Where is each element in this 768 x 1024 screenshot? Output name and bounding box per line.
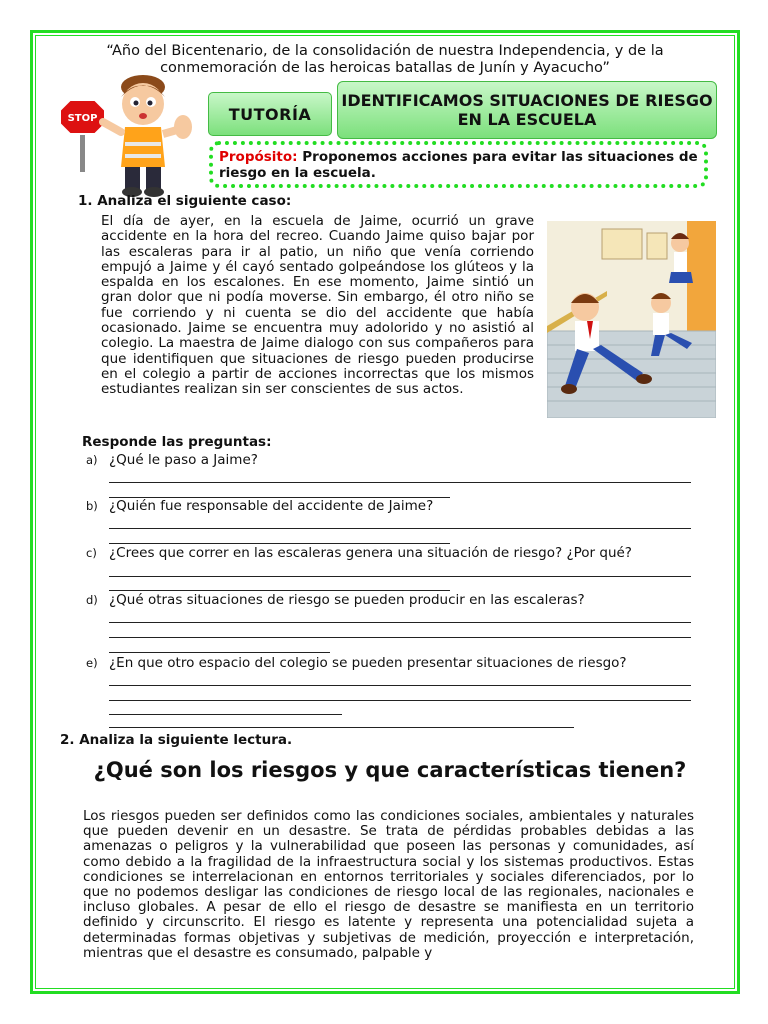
question-letter: a) [86,453,98,467]
reading-title: ¿Qué son los riesgos y que características tienen? [93,758,687,782]
question-e [86,655,627,671]
question-text: ¿Qué otras situaciones de riesgo se pueden producir en las escaleras? [109,592,585,608]
question-text: ¿Qué le paso a Jaime? [109,452,258,468]
answer-line[interactable] [109,576,691,577]
stop-sign-text: STOP [67,113,98,124]
question-text: ¿En que otro espacio del colegio se pueden presentar situaciones de riesgo? [109,655,627,671]
purpose-box [209,141,708,188]
question-letter: b) [86,499,98,513]
question-d [86,592,585,608]
section1-heading: 1. Analiza el siguiente caso: [78,193,292,209]
reading-text: Los riesgos pueden ser definidos como las condiciones sociales, ambientales y naturales que pueden devenir en un desastre. Se trata de pérdidas probables debidas a las amenazas o peligros y la vulnerabilidad que poseen las personas y comunidades, así como debido a la fragilidad de la infraestructura social y los sistemas productivos. Estas condiciones se interrelacionan en entornos territoriales y sociales diferenciados, por lo que no podemos desligar las condiciones de riesgo local de las regionales, nacionales e incluso globales. A pesar de ello el riesgo de desastre se manifiesta en un territorio definido y circunscrito. El riesgo es latente y representa una potencialidad sujeta a determinadas formas objetivas y subjetivas de medición, proyección e interpretación, mientras que el desastre es consumado, palpable y [83,808,694,961]
question-letter: d) [86,593,98,607]
answer-line[interactable] [109,685,691,686]
answer-line[interactable] [109,590,450,591]
question-text: ¿Quién fue responsable del accidente de Jaime? [109,498,434,514]
stairs-accident-illustration [547,221,716,418]
purpose-label: Propósito: [219,149,298,165]
answer-line[interactable] [109,482,691,483]
answer-line[interactable] [109,637,691,638]
answer-line[interactable] [109,528,691,529]
answer-line[interactable] [109,543,450,544]
answer-line[interactable] [109,714,342,715]
questions-heading: Responde las preguntas: [82,434,272,450]
section2-heading: 2. Analiza la siguiente lectura. [60,732,293,748]
area-label: TUTORÍA [208,92,332,136]
question-a [86,452,258,468]
answer-line[interactable] [109,622,691,623]
answer-line[interactable] [109,727,574,728]
answer-line[interactable] [109,700,691,701]
case-story: El día de ayer, en la escuela de Jaime, ocurrió un grave accidente en la hora del recreo. Cuando Jaime quiso bajar por las escaleras para ir al patio, un niño que venía corriendo empujó a Jaime y él cayó sentado golpeándose los glúteos y la espalda en los escalones. En ese momento, Jaime sintió un gran dolor que ni podía moverse. Sin embargo, él otro niño se fue corriendo y ni cuenta se dio del accidente que había ocasionado. Jaime se encuentra muy adolorido y no asistió al colegio. La maestra de Jaime dialogo con sus compañeros para que identifiquen que situaciones de riesgo pueden producirse en el colegio a partir de acciones incorrectas que los mismos estudiantes realizan sin ser conscientes de sus actos. [101,213,534,398]
year-motto: “Año del Bicentenario, de la consolidación de nuestra Independencia, y de la conmemoración de las heroicas batallas de Junín y Ayacucho” [106,43,664,76]
answer-line[interactable] [109,652,330,653]
question-c [86,545,632,561]
question-letter: c) [86,546,97,560]
page-title: IDENTIFICAMOS SITUACIONES DE RIESGO EN LA ESCUELA [337,81,717,139]
question-text: ¿Crees que correr en las escaleras genera una situación de riesgo? ¿Por qué? [109,545,632,561]
question-letter: e) [86,656,98,670]
question-b [86,498,433,514]
purpose-text: Proponemos acciones para evitar las situaciones de riesgo en la escuela. [219,149,698,181]
kid-stop-sign-illustration [55,72,200,200]
